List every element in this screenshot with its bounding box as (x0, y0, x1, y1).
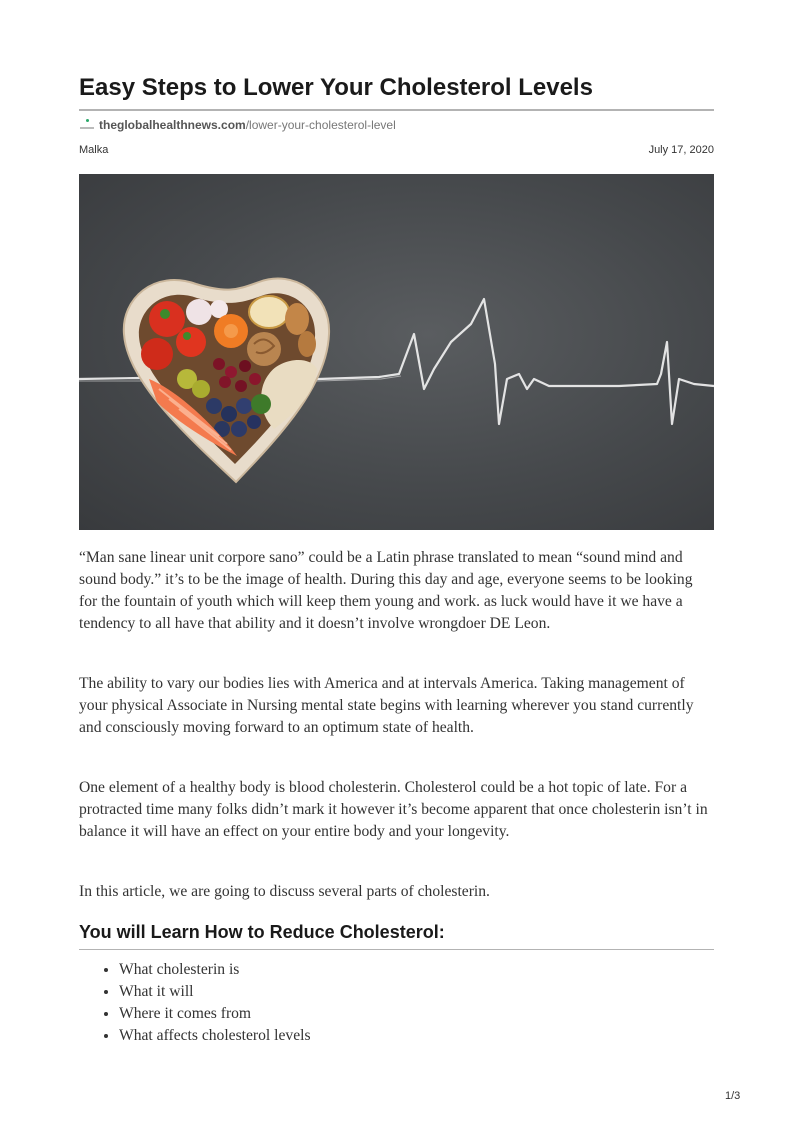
source-path: /lower-your-cholesterol-level (245, 118, 396, 132)
site-favicon-icon (79, 119, 95, 131)
author-name: Malka (79, 144, 109, 156)
list-item: • Where it comes from (119, 1003, 311, 1025)
section-heading: You will Learn How to Reduce Cholesterol: (79, 922, 445, 942)
section-divider (79, 949, 714, 950)
paragraph-3: One element of a healthy body is blood cholesterin. Cholesterol could be a hot topic of late. For a protracted time many folks didn’t mark it however it’s become apparent that once cholesterin isn’t in balance it will have an effect on your entire body and your longevity. (79, 779, 708, 840)
article-title: Easy Steps to Lower Your Cholesterol Levels (79, 74, 593, 101)
title-divider (79, 109, 714, 111)
learning-list (79, 959, 311, 1047)
list-item: • What it will (119, 981, 311, 1003)
paragraph-4: In this article, we are going to discuss several parts of cholesterin. (79, 883, 490, 900)
publish-date: July 17, 2020 (648, 144, 714, 156)
page-number: 1/3 (725, 1090, 741, 1102)
heart-bowl-ecg-illustration (79, 174, 714, 530)
hero-image (79, 174, 714, 530)
list-item: • What cholesterin is (119, 959, 311, 981)
source-link[interactable] (79, 118, 396, 132)
source-domain: theglobalhealthnews.com (99, 118, 246, 132)
list-item: • What affects cholesterol levels (119, 1025, 311, 1047)
paragraph-1: “Man sane linear unit corpore sano” could be a Latin phrase translated to mean “sound mind and sound body.” it’s to be the image of health. During this day and age, everyone seems to be looking for the fountain of youth which will keep them young and work. as luck would have it we have a tendency to all have that ability and it doesn’t involve wrongdoer DE Leon. (79, 549, 693, 632)
paragraph-2: The ability to vary our bodies lies with America and at intervals America. Taking management of your physical Associate in Nursing mental state begins with learning wherever you stand currently and consciously moving forward to an optimum state of health. (79, 675, 694, 736)
